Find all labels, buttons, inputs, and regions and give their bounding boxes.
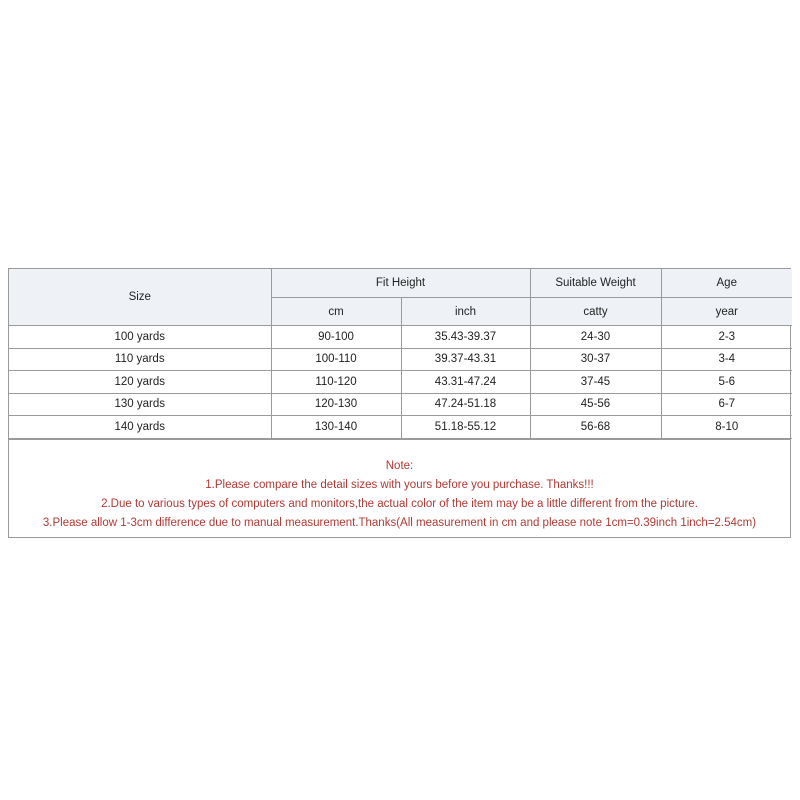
note-title: Note: (385, 459, 414, 472)
weight-cell: 24-30 (530, 326, 661, 349)
cm-cell: 130-140 (271, 416, 401, 439)
age-cell: 5-6 (661, 371, 792, 394)
size-header: Size (9, 269, 271, 326)
weight-cell: 56-68 (530, 416, 661, 439)
size-cell: 130 yards (9, 393, 271, 416)
inch-cell: 43.31-47.24 (401, 371, 530, 394)
age-cell: 3-4 (661, 348, 792, 371)
cm-cell: 90-100 (271, 326, 401, 349)
cm-cell: 120-130 (271, 393, 401, 416)
cm-cell: 110-120 (271, 371, 401, 394)
age-header: Age (661, 269, 792, 298)
size-cell: 140 yards (9, 416, 271, 439)
size-cell: 120 yards (9, 371, 271, 394)
age-cell: 2-3 (661, 326, 792, 349)
fit-height-header: Fit Height (271, 269, 530, 298)
note-line: 2.Due to various types of computers and monitors,the actual color of the item may be a little different from the picture. (101, 497, 698, 510)
notes-section (9, 439, 790, 537)
note-line: 1.Please compare the detail sizes with yours before you purchase. Thanks!!! (205, 478, 594, 491)
catty-subheader: catty (530, 298, 661, 326)
inch-cell: 47.24-51.18 (401, 393, 530, 416)
table-row (9, 393, 792, 416)
note-line: 3.Please allow 1-3cm difference due to manual measurement.Thanks(All measurement in cm and please note 1cm=0.39inch 1inch=2.54cm) (42, 516, 757, 529)
age-cell: 8-10 (661, 416, 792, 439)
year-subheader: year (661, 298, 792, 326)
cm-subheader: cm (271, 298, 401, 326)
suitable-weight-header: Suitable Weight (530, 269, 661, 298)
inch-subheader: inch (401, 298, 530, 326)
cm-cell: 100-110 (271, 348, 401, 371)
size-chart (8, 268, 791, 538)
size-cell: 100 yards (9, 326, 271, 349)
inch-cell: 35.43-39.37 (401, 326, 530, 349)
size-table (9, 269, 792, 439)
table-row (9, 371, 792, 394)
weight-cell: 30-37 (530, 348, 661, 371)
table-row (9, 348, 792, 371)
table-row (9, 326, 792, 349)
weight-cell: 37-45 (530, 371, 661, 394)
age-cell: 6-7 (661, 393, 792, 416)
table-row (9, 416, 792, 439)
size-cell: 110 yards (9, 348, 271, 371)
weight-cell: 45-56 (530, 393, 661, 416)
inch-cell: 39.37-43.31 (401, 348, 530, 371)
inch-cell: 51.18-55.12 (401, 416, 530, 439)
